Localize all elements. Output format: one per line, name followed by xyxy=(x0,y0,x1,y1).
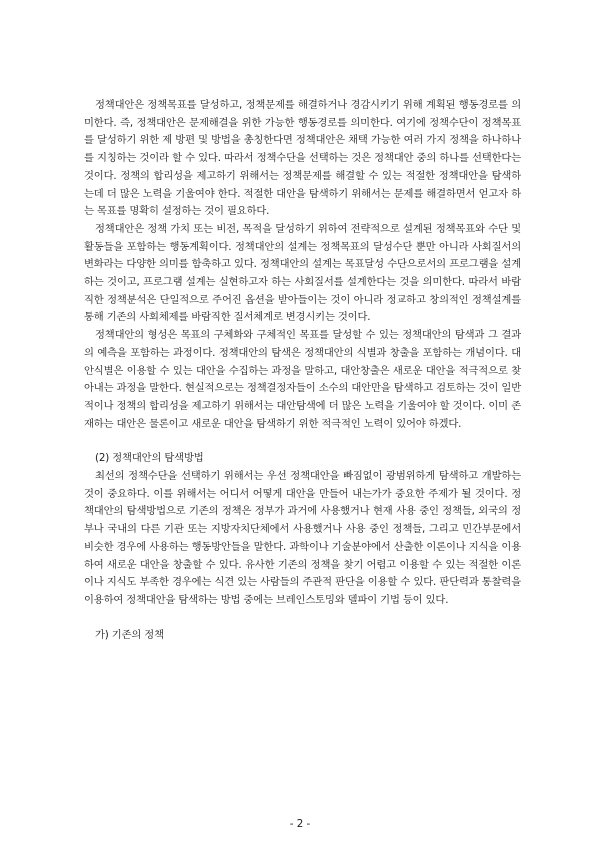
subsection-heading: 가) 기존의 정책 xyxy=(95,628,164,641)
paragraph-2: 정책대안은 정책 가치 또는 비전, 목적을 달성하기 위하여 전략적으로 설계된 정책목표와 수단 및 활동들을 포함하는 행동계획이다. 정책대안의 설계는 정책목표의 달성수단 뿐만 아니라 사회질서의 변화라는 다양한 의미를 함축하고 있다. 정책대안의 설계는 목표달성 수단으로서의 프로그램을 설계하는 것이고, 프로그램 설계는 실현하고자 하는 사회질서를 설계한다는 것을 의미한다. 따라서 바람직한 정책분석은 단일적으로 주어진 옵션을 받아들이는 것이 아니라 정교하고 창의적인 정책설계를 통해 기존의 사회체제를 바람직한 질서체계로 변경시키는 것이다. xyxy=(84,222,521,324)
document-body xyxy=(84,97,521,644)
section-paragraph: 최선의 정책수단을 선택하기 위해서는 우선 정책대안을 빠짐없이 광범위하게 탐색하고 개발하는 것이 중요하다. 이를 위해서는 어디서 어떻게 대안을 만들어 내는가가 중요한 주제가 될 것이다. 정책대안의 탐색방법으로 기존의 정책은 정부가 과거에 사용했거나 현재 사용 중인 정책들, 외국의 정부나 국내의 다른 기관 또는 지방자치단체에서 사용했거나 사용 중인 정책들, 그리고 민간부문에서 비슷한 경우에 사용하는 행동방안들을 말한다. 과학이나 기술분야에서 산출한 이론이나 지식을 이용하여 새로운 대안을 창출할 수 있다. 유사한 기존의 정책을 찾기 어렵고 이용할 수 있는 적절한 이론이나 지식도 부족한 경우에는 식견 있는 사람들의 주관적 판단을 이용할 수 있다. 판단력과 통찰력을 이용하여 정책대안을 탐색하는 방법 중에는 브레인스토밍와 델파이 기법 등이 있다. xyxy=(84,470,521,606)
paragraph-3: 정책대안의 형성은 목표의 구체화와 구체적인 목표를 달성할 수 있는 정책대안의 탐색과 그 결과의 예측을 포함하는 과정이다. 정책대안의 탐색은 정책대안의 식별과 창출을 포함하는 개념이다. 대안식별은 이용할 수 있는 대안을 수집하는 과정을 말하고, 대안창출은 새로운 대안을 적극적으로 찾아내는 과정을 말한다. 현실적으로는 정책결정자들이 소수의 대안만을 탐색하고 검토하는 것이 일반적이나 정책의 합리성을 제고하기 위해서는 대안탐색에 더 많은 노력을 기울여야 할 것이다. 이미 존재하는 대안은 물론이고 새로운 대안을 탐색하기 위한 적극적인 노력이 있어야 하겠다. xyxy=(84,329,521,430)
section-heading: (2) 정책대안의 탐색방법 xyxy=(95,452,204,465)
paragraph-1: 정책대안은 정책목표를 달성하고, 정책문제를 해결하거나 경감시키기 위해 계획된 행동경로를 의미한다. 즉, 정책대안은 문제해결을 위한 가능한 행동경로를 의미한다. 여기에 정책수단이 정책목표를 달성하기 위한 제 방편 및 방법을 총칭한다면 정책대안은 채택 가능한 여러 가지 정책을 하나하나를 지칭하는 것이라 할 수 있다. 따라서 정책수단을 선택하는 것은 정책대안 중의 하나를 선택한다는 것이다. 정책의 합리성을 제고하기 위해서는 정책문제를 해결할 수 있는 적절한 정책대안을 탐색하는데 더 많은 노력을 기울여야 한다. 적절한 대안을 탐색하기 위해서는 문제를 해결하면서 얻고자 하는 목표를 명확히 설정하는 것이 필요하다. xyxy=(84,99,521,218)
page-number: - 2 - xyxy=(289,818,311,830)
spacer xyxy=(84,610,521,627)
spacer xyxy=(84,433,521,450)
